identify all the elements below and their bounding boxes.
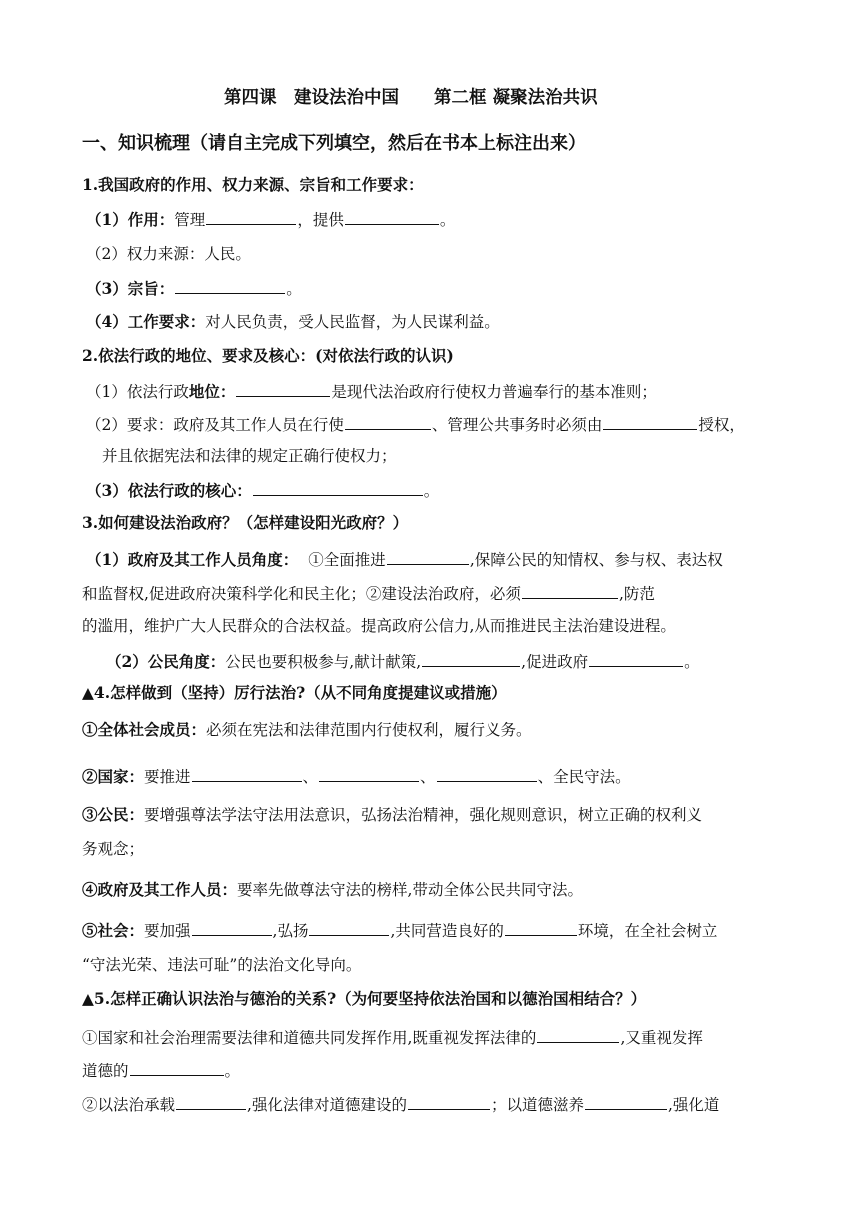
q2-item2-text-b: 、管理公共事务时必须由 xyxy=(431,416,603,434)
q2-item1-label: 地位： xyxy=(188,382,236,401)
q3-item2 xyxy=(106,651,700,672)
q2-item2-text-a: （2）要求：政府及其工作人员在行使 xyxy=(86,416,344,434)
punctuation: 。 xyxy=(224,1062,241,1080)
q4-p5-cont: “守法光荣、违法可耻”的法治文化导向。 xyxy=(82,956,362,974)
q4-p3-cont: 务观念； xyxy=(82,840,145,858)
q5-p1-text-b: ,又重视发挥 xyxy=(620,1029,703,1047)
fill-blank[interactable] xyxy=(206,209,296,225)
q4-p1-label: ①全体社会成员： xyxy=(82,720,207,739)
fill-blank[interactable] xyxy=(437,766,537,782)
q3-item1-label: （1）政府及其工作人员角度： xyxy=(86,550,299,569)
q4-p3 xyxy=(82,805,702,825)
q1-item2: （2）权力来源：人民。 xyxy=(86,245,251,263)
q4-p4 xyxy=(82,880,583,900)
q4-heading: ▲4.怎样做到（坚持）厉行法治?（从不同角度提建议或措施） xyxy=(82,683,507,702)
q4-p3-text: 要增强尊法学法守法用法意识，弘扬法治精神，强化规则意识，树立正确的权利义 xyxy=(144,806,703,824)
q5-p1 xyxy=(82,1027,703,1048)
fill-blank[interactable] xyxy=(345,209,439,225)
q5-p2-text-c: ；以道德滋养 xyxy=(490,1096,584,1114)
fill-blank[interactable] xyxy=(192,766,302,782)
q5-p1-text-a: ①国家和社会治理需要法律和道德共同发挥作用,既重视发挥法律的 xyxy=(82,1029,537,1047)
fill-blank[interactable] xyxy=(408,1094,490,1110)
q1-item4 xyxy=(86,312,500,332)
fill-blank[interactable] xyxy=(319,766,419,782)
punctuation: 、 xyxy=(420,768,436,786)
fill-blank[interactable] xyxy=(192,920,272,936)
q2-item1 xyxy=(86,381,657,402)
punctuation: 、 xyxy=(302,768,319,786)
fill-blank[interactable] xyxy=(387,549,469,565)
q2-heading: 2.依法行政的地位、要求及核心：(对依法行政的认识) xyxy=(82,346,454,365)
q4-p4-label: ④政府及其工作人员： xyxy=(82,880,238,899)
q4-p2-label: ②国家： xyxy=(82,767,145,786)
q2-item2-text-c: 授权， xyxy=(698,416,745,434)
q4-p5-text-b: ,弘扬 xyxy=(272,922,309,940)
fill-blank[interactable] xyxy=(589,651,683,667)
fill-blank[interactable] xyxy=(236,381,330,397)
q3-item1-cont2: 的滥用，维护广大人民群众的合法权益。提高政府公信力,从而推进民主法治建设进程。 xyxy=(82,617,676,635)
q3-item1-text-d: ,防范 xyxy=(618,585,655,603)
fill-blank[interactable] xyxy=(537,1027,619,1043)
section-heading: 一、知识梳理（请自主完成下列填空，然后在书本上标注出来） xyxy=(82,133,586,154)
q1-heading: 1.我国政府的作用、权力来源、宗旨和工作要求： xyxy=(82,175,424,194)
q5-p1-text-c: 道德的 xyxy=(82,1062,129,1080)
punctuation: 。 xyxy=(286,280,302,298)
q3-item1 xyxy=(86,549,723,570)
punctuation: 。 xyxy=(439,211,456,229)
q1-item1-text-b: ，提供 xyxy=(297,211,344,229)
q3-item1-cont xyxy=(82,583,655,604)
punctuation: 。 xyxy=(684,653,700,671)
q1-item1 xyxy=(86,209,455,230)
q2-item3-label: （3）依法行政的核心： xyxy=(86,481,252,500)
q5-p2-text-a: ②以法治承载 xyxy=(82,1096,176,1114)
fill-blank[interactable] xyxy=(176,1094,246,1110)
q2-item2 xyxy=(86,414,745,435)
q3-item1-text-c: 和监督权,促进政府决策科学化和民主化；②建设法治政府，必须 xyxy=(82,585,521,603)
q4-p2-text-a: 要推进 xyxy=(144,768,191,786)
q3-heading: 3.如何建设法治政府？（怎样建设阳光政府？） xyxy=(82,513,409,532)
fill-blank[interactable] xyxy=(309,920,389,936)
q2-item3 xyxy=(86,480,439,501)
q3-item2-text-a: 公民也要积极参与,献计献策, xyxy=(225,653,422,671)
fill-blank[interactable] xyxy=(505,920,577,936)
q1-item4-text: 对人民负责，受人民监督，为人民谋利益。 xyxy=(205,313,500,331)
q4-p2-end: 、全民守法。 xyxy=(537,768,631,786)
q3-item2-label: （2）公民角度： xyxy=(106,652,226,671)
q4-p5-text-d: 环境，在全社会树立 xyxy=(577,922,718,940)
q1-item3 xyxy=(86,278,302,299)
q5-p1-cont xyxy=(82,1060,240,1081)
q2-item1-text-c: 是现代法治政府行使权力普遍奉行的基本准则； xyxy=(331,383,657,401)
q4-p1 xyxy=(82,720,532,740)
q1-item1-label: （1）作用： xyxy=(86,210,175,229)
q2-item1-text-a: （1）依法行政 xyxy=(86,383,189,401)
q4-p5-label: ⑤社会： xyxy=(82,921,145,940)
q4-p5-text-c: ,共同营造良好的 xyxy=(390,922,504,940)
q4-p1-text: 必须在宪法和法律范围内行使权利，履行义务。 xyxy=(206,721,532,739)
q3-item1-text-a: ①全面推进 xyxy=(308,551,386,569)
q2-item2-cont: 并且依据宪法和法律的规定正确行使权力； xyxy=(102,447,397,465)
fill-blank[interactable] xyxy=(585,1094,667,1110)
fill-blank[interactable] xyxy=(253,480,423,496)
q4-p4-text: 要率先做尊法守法的榜样,带动全体公民共同守法。 xyxy=(237,881,583,899)
q4-p3-label: ③公民： xyxy=(82,805,145,824)
q1-item4-label: （4）工作要求： xyxy=(86,312,206,331)
q4-p2 xyxy=(82,766,631,787)
fill-blank[interactable] xyxy=(175,278,285,294)
q4-p5-text-a: 要加强 xyxy=(144,922,191,940)
q3-item2-text-b: ,促进政府 xyxy=(521,653,589,671)
q4-p5 xyxy=(82,920,717,941)
fill-blank[interactable] xyxy=(603,414,697,430)
q1-item3-label: （3）宗旨： xyxy=(86,279,175,298)
q5-heading: ▲5.怎样正确认识法治与德治的关系?（为何要坚持依法治国和以德治国相结合？） xyxy=(82,989,647,1008)
page-title: 第四课 建设法治中国 第二框 凝聚法治共识 xyxy=(224,88,598,108)
q5-p2-text-d: ,强化道 xyxy=(667,1096,720,1114)
fill-blank[interactable] xyxy=(130,1060,224,1076)
q5-p2 xyxy=(82,1094,719,1115)
fill-blank[interactable] xyxy=(345,414,431,430)
fill-blank[interactable] xyxy=(522,583,618,599)
q3-item1-text-b: ,保障公民的知情权、参与权、表达权 xyxy=(469,551,723,569)
fill-blank[interactable] xyxy=(422,651,520,667)
q5-p2-text-b: ,强化法律对道德建设的 xyxy=(247,1096,407,1114)
q1-item1-text-a: 管理 xyxy=(174,211,206,229)
punctuation: 。 xyxy=(423,482,440,500)
